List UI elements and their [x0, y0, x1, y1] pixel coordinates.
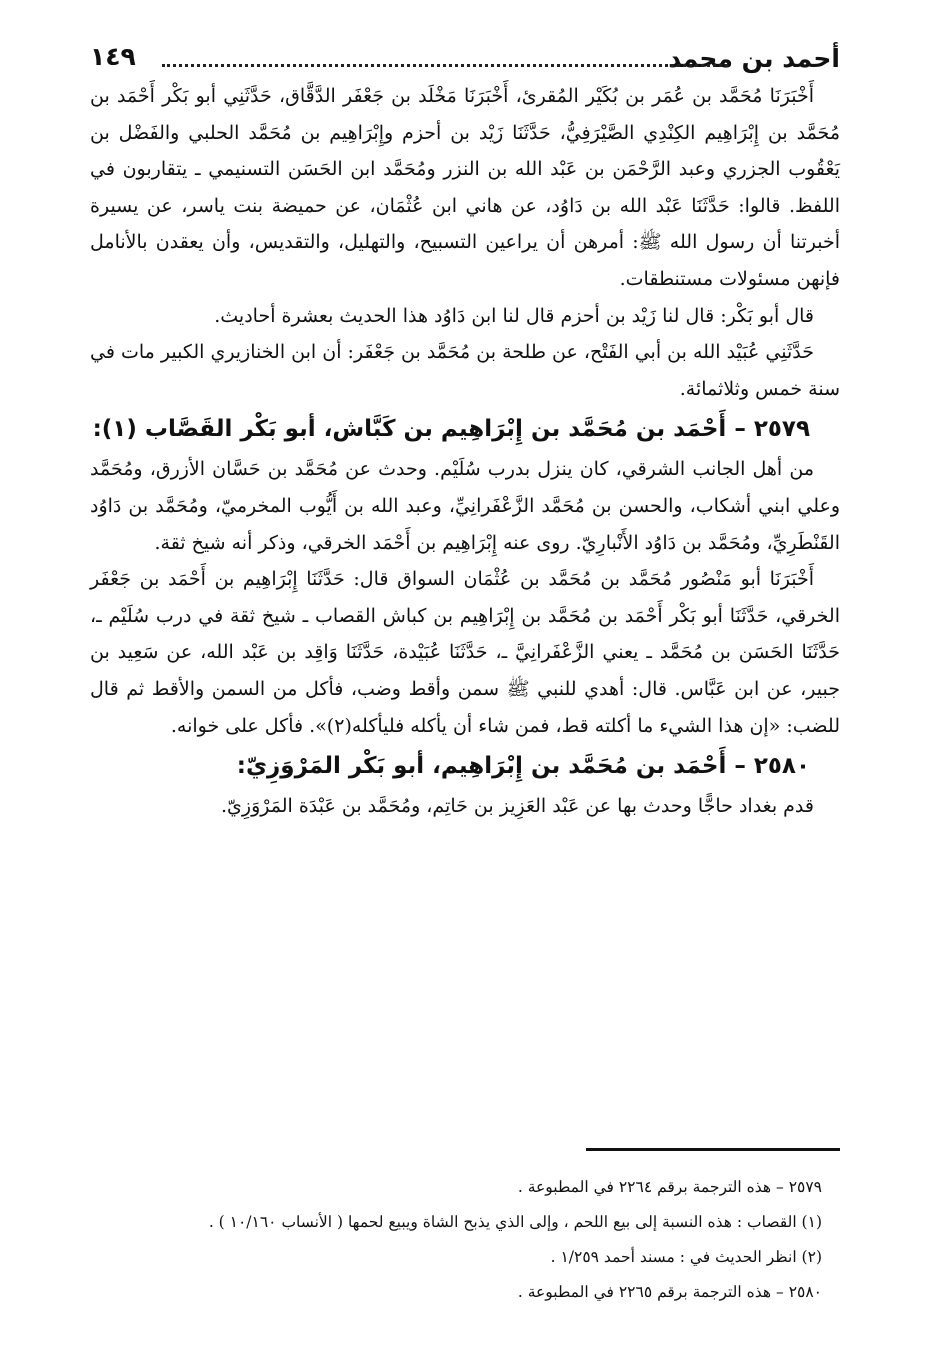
- footnote: (١) القصاب : هذه النسبة إلى بيع اللحم ، وإلى الذي يذبح الشاة ويبيع لحمها ( الأنساب ١٠/١٦٠ ) .: [208, 1213, 822, 1231]
- paragraph: أَخْبَرَنَا أبو مَنْصُور مُحَمَّد بن مُحَمَّد بن عُثْمَان السواق قال: حَدَّثَنَا إِبْرَاهِيم بن أَحْمَد بن جَعْفَر الخرقي، حَدَّثَنَا أبو بَكْر أَحْمَد بن مُحَمَّد بن إِبْرَاهِيم بن كباش القصاب ـ شيخ ثقة في درب سُلَيْم ـ، حَدَّثَنَا الحَسَن بن مُحَمَّد ـ يعني الزَّعْفَرانِيَّ ـ، حَدَّثَنَا عُبَيْدة، حَدَّثَنَا وَاقِد بن عَبْد الله، عن سَعِيد بن جبير، عن ابن عَبَّاس. قال: أهدي للنبي ﷺ سمن وأقط وضب، فأكل من السمن والأقط ثم قال للضب: «إن هذا الشيء ما أكلته قط، فمن شاء أن يأكله فليأكله(٢)». فأكل على خوانه.: [90, 568, 840, 737]
- paragraph: من أهل الجانب الشرقي، كان ينزل بدرب سُلَيْم. وحدث عن مُحَمَّد بن حَسَّان الأزرق، ومُحَمَّد وعلي ابني أشكاب، والحسن بن مُحَمَّد الزَّعْفَرانِيِّ، وعبد الله بن أَيُّوب المخرميّ، ومُحَمَّد بن دَاوُد القَنْطَرِيِّ، ومُحَمَّد بن دَاوُد الأَنْبارِيّ. روى عنه إِبْرَاهِيم بن أَحْمَد الخرقي، وذكر أنه شيخ ثقة.: [90, 458, 840, 554]
- leader-dots: [162, 64, 728, 67]
- paragraph: قال أبو بَكْر: قال لنا زَيْد بن أحزم قال لنا ابن دَاوُد هذا الحديث بعشرة أحاديث.: [214, 304, 814, 327]
- entry-heading-2579: ٢٥٧٩ – أَحْمَد بن مُحَمَّد بن إِبْرَاهِيم بن كَبَّاش، أبو بَكْر القَصَّاب (١):: [92, 416, 810, 443]
- footnote-divider: [586, 1148, 840, 1151]
- paragraph: حَدَّثَنِي عُبَيْد الله بن أبي الفَتْح، عن طلحة بن مُحَمَّد بن جَعْفَر: أن ابن الخنازيري الكبير مات في سنة خمس وثلاثمائة.: [90, 341, 840, 400]
- footnote: (٢) انظر الحديث في : مسند أحمد ١/٢٥٩ .: [550, 1248, 822, 1266]
- footnote: ٢٥٨٠ – هذه الترجمة برقم ٢٢٦٥ في المطبوعة .: [517, 1283, 822, 1301]
- footnotes: [90, 1170, 840, 1310]
- main-text: [90, 78, 840, 825]
- footnote: ٢٥٧٩ – هذه الترجمة برقم ٢٢٦٤ في المطبوعة .: [517, 1178, 822, 1196]
- paragraph: أَخْبَرَنَا مُحَمَّد بن عُمَر بن بُكَيْر المُقرئ، أَخْبَرَنَا مَخْلَد بن جَعْفَر الدَّقَّاق، حَدَّثَنِي أبو بَكْر أَحْمَد بن مُحَمَّد بن إِبْرَاهِيم الكِنْدِي الصَّيْرَفِيُّ، حَدَّثَنَا زَيْد بن أحزم وإِبْرَاهِيم بن مُحَمَّد الحلبي والفَضْل بن يَعْقُوب الجزري وعبد الرَّحْمَن بن عَبْد الله بن النزر ومُحَمَّد ابن الحَسَن التسنيمي ـ يتقاربون في اللفظ. قالوا: حَدَّثَنَا عَبْد الله بن دَاوُد، عن هاني ابن عُثْمَان، عن حميضة بنت ياسر، عن يسيرة أخبرتنا أن رسول الله ﷺ: أمرهن أن يراعين التسبيح، والتهليل، والتقديس، وأن يعقدن بالأنامل فإنهن مسئولات مستنطقات.: [90, 85, 841, 290]
- paragraph: قدم بغداد حاجًّا وحدث بها عن عَبْد العَزِيز بن حَاتِم، ومُحَمَّد بن عَبْدَة المَرْوَزِيّ.: [221, 795, 814, 818]
- entry-heading-2580: ٢٥٨٠ – أَحْمَد بن مُحَمَّد بن إِبْرَاهِيم، أبو بَكْر المَرْوَزِيّ:: [236, 753, 810, 780]
- running-title: أحمد بن محمد: [668, 44, 840, 73]
- running-header: [90, 38, 840, 78]
- page-number: ١٤٩: [90, 42, 136, 71]
